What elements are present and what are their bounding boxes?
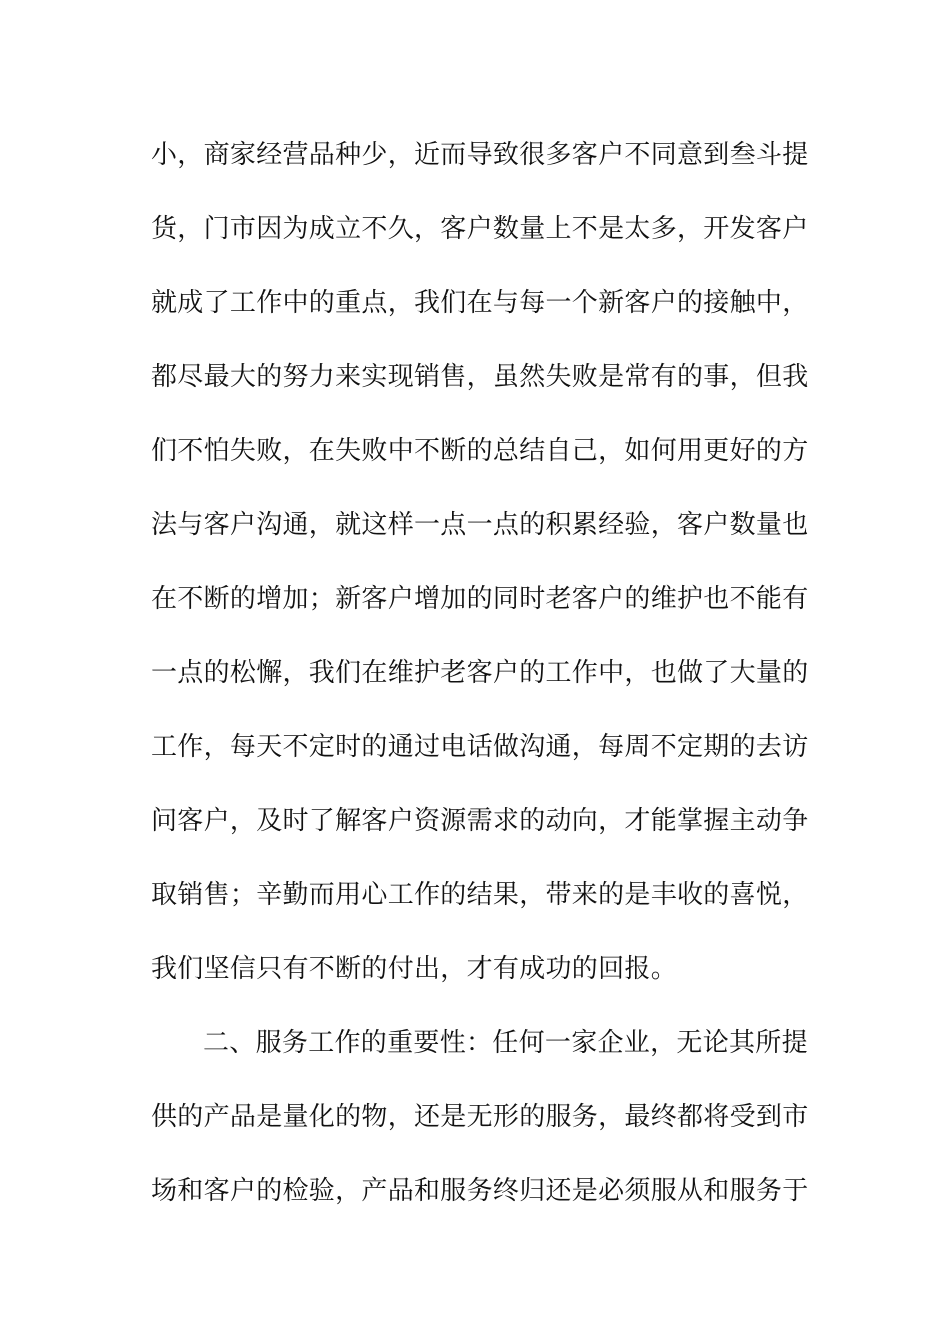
section-heading-line: 二、服务工作的重要性：任何一家企业，无论其所提	[203, 1028, 808, 1058]
body-text	[151, 126, 809, 1220]
text-line: 就成了工作中的重点，我们在与每一个新客户的接触中，	[151, 288, 809, 318]
text-line: 一点的松懈，我们在维护老客户的工作中，也做了大量的	[151, 658, 809, 688]
text-line: 小，商家经营品种少，近而导致很多客户不同意到叁斗提	[151, 140, 809, 170]
text-line: 法与客户沟通，就这样一点一点的积累经验，客户数量也	[151, 510, 809, 540]
text-line: 工作，每天不定时的通过电话做沟通，每周不定期的去访	[151, 732, 809, 762]
text-line: 场和客户的检验，产品和服务终归还是必须服从和服务于	[151, 1176, 809, 1206]
text-line: 在不断的增加；新客户增加的同时老客户的维护也不能有	[151, 584, 809, 614]
text-line: 都尽最大的努力来实现销售，虽然失败是常有的事，但我	[151, 362, 809, 392]
text-line: 取销售；辛勤而用心工作的结果，带来的是丰收的喜悦，	[151, 880, 809, 910]
text-line: 们不怕失败，在失败中不断的总结自己，如何用更好的方	[151, 436, 809, 466]
text-line: 货，门市因为成立不久，客户数量上不是太多，开发客户	[151, 214, 809, 244]
text-line: 供的产品是量化的物，还是无形的服务，最终都将受到市	[151, 1102, 809, 1132]
text-line: 问客户，及时了解客户资源需求的动向，才能掌握主动争	[151, 806, 809, 836]
text-line: 我们坚信只有不断的付出，才有成功的回报。	[151, 954, 678, 984]
